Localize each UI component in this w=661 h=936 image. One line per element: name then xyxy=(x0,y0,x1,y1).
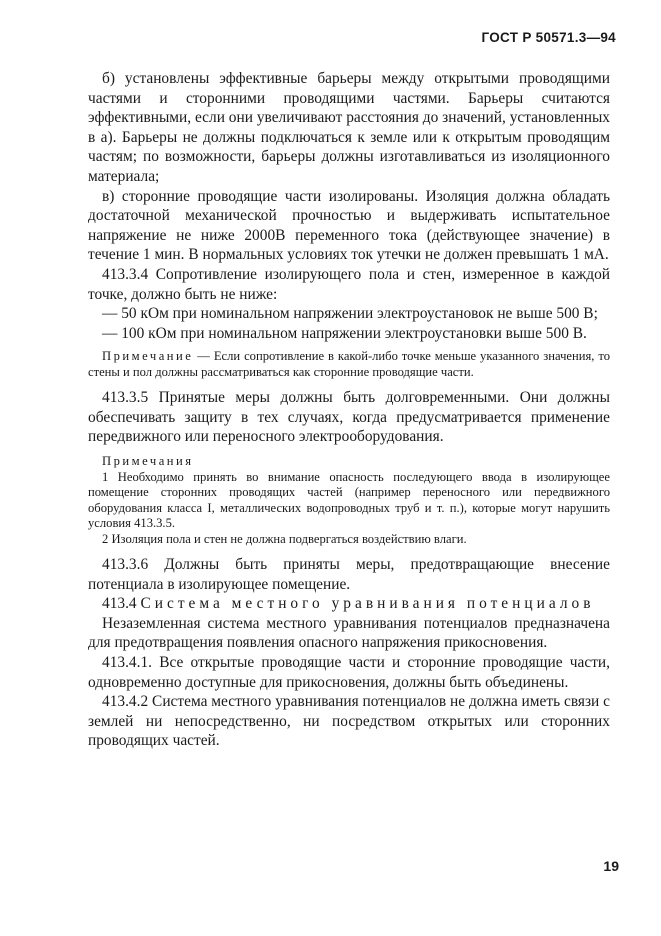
note-single xyxy=(88,349,610,380)
note-item-2: 2 Изоляция пола и стен не должна подвергаться воздействию влаги. xyxy=(102,531,467,546)
clause-413-3-6: 413.3.6 Должны быть приняты меры, предотвращающие внесение потенциала в изолирующее помещение. xyxy=(88,555,610,593)
dash-item-2: — 100 кОм при номинальном напряжении электроустановки выше 500 В. xyxy=(102,324,587,342)
standard-header: ГОСТ Р 50571.3—94 xyxy=(481,30,616,45)
paragraph-b: б) установлены эффективные барьеры между открытыми проводящими частями и сторонними проводящими частями. Барьеры считаются эффективными, если они увеличивают расстояния до значений, установленных в а). Барьеры не должны подключаться к земле или к открытым проводящим частям; по возможности, барьеры должны изготавливаться из изоляционного материала; xyxy=(88,70,610,185)
clause-413-3-5: 413.3.5 Принятые меры должны быть долговременными. Они должны обеспечивать защиту в тех случаях, когда предусматривается применение передвижного или переносного электрооборудования. xyxy=(88,389,610,446)
clause-413-4-2: 413.4.2 Система местного уравнивания потенциалов не должна иметь связи с землей ни непосредственно, ни посредством открытых или сторонних проводящих частей. xyxy=(88,693,610,750)
notes-block xyxy=(88,453,610,547)
clause-413-3-4: 413.3.4 Сопротивление изолирующего пола и стен, измеренное в каждой точке, должно быть не ниже: xyxy=(88,265,610,303)
section-title: Система местного уравнивания потенциалов xyxy=(140,595,595,613)
notes-heading: Примечания xyxy=(102,453,194,468)
note-label: Примечание xyxy=(102,349,194,364)
section-number: 413.4 xyxy=(102,595,141,613)
note-text: — Если сопротивление в какой-либо точке меньше указанного значения, то стены и пол должны рассматриваться как сторонние проводящие части. xyxy=(88,349,610,379)
section-heading-413-4 xyxy=(88,594,610,614)
clause-413-4-1: 413.4.1. Все открытые проводящие части и сторонние проводящие части, одновременно доступные для прикосновения, должны быть объединены. xyxy=(88,653,610,691)
paragraph-v: в) сторонние проводящие части изолированы. Изоляция должна обладать достаточной механической прочностью и выдерживать испытательное напряжение не ниже 2000В переменного тока (действующее значение) в течение 1 мин. В нормальных условиях ток утечки не должен превышать 1 мА. xyxy=(88,187,610,264)
page-number: 19 xyxy=(603,858,619,874)
dash-item-1: — 50 кОм при номинальном напряжении электроустановок не выше 500 В; xyxy=(102,305,598,323)
note-item-1: 1 Необходимо принять во внимание опасность последующего ввода в изолирующее помещение сторонних проводящих частей (например переносного или передвижного оборудования класса I, металлических водопроводных труб и т. п.), которые могут нарушить условия 413.3.5. xyxy=(88,469,610,531)
paragraph-nonground-system: Незаземленная система местного уравнивания потенциалов предназначена для предотвращения появления опасного напряжения прикосновения. xyxy=(88,614,610,652)
